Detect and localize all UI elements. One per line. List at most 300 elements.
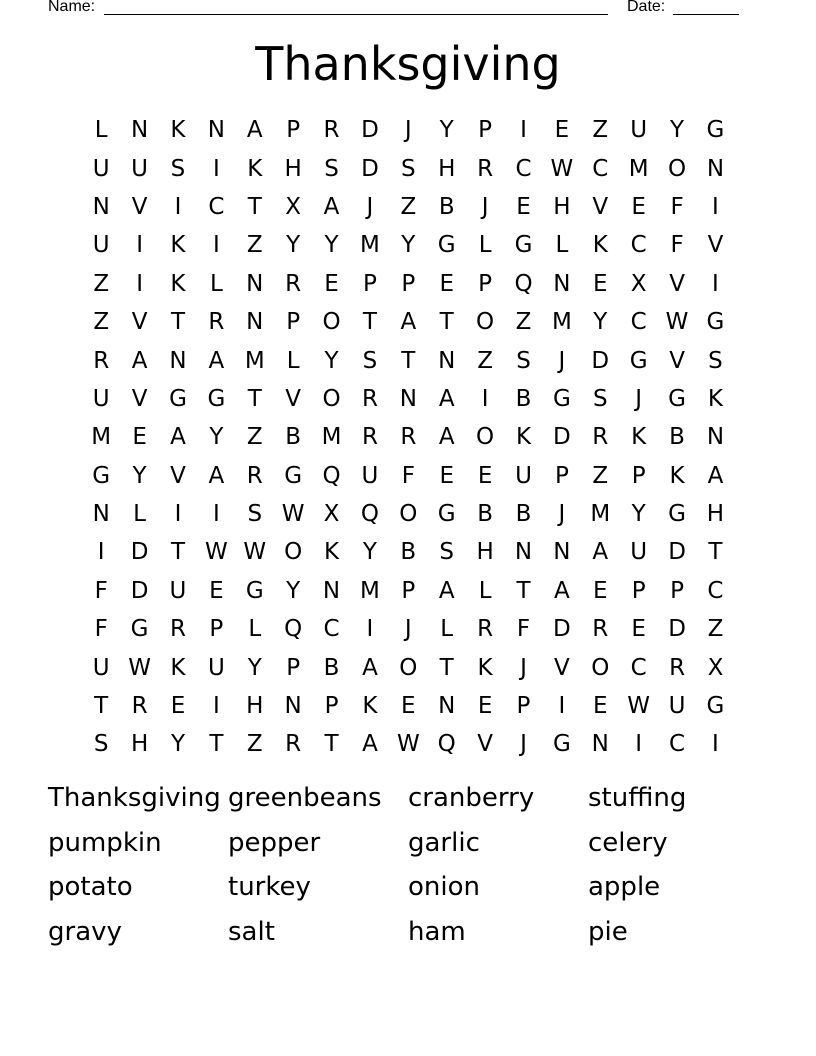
grid-cell[interactable]: O xyxy=(476,424,495,451)
grid-cell[interactable]: G xyxy=(706,309,725,336)
grid-cell[interactable]: E xyxy=(439,462,454,489)
grid-cell[interactable]: Z xyxy=(515,309,532,336)
grid-cell[interactable]: T xyxy=(708,539,723,566)
grid-cell[interactable]: B xyxy=(285,424,302,451)
grid-cell[interactable]: P xyxy=(286,309,301,336)
grid-cell[interactable]: A xyxy=(592,539,609,566)
grid-cell[interactable]: U xyxy=(668,693,686,720)
grid-cell[interactable]: R xyxy=(592,616,609,643)
grid-cell[interactable]: L xyxy=(286,347,300,374)
grid-cell[interactable]: D xyxy=(130,539,149,566)
grid-cell[interactable]: B xyxy=(477,501,493,528)
grid-cell[interactable]: O xyxy=(476,309,495,336)
grid-cell[interactable]: V xyxy=(592,193,609,220)
grid-cell[interactable]: U xyxy=(92,232,110,259)
grid-cell[interactable]: J xyxy=(481,193,489,220)
grid-cell[interactable]: L xyxy=(248,616,262,643)
grid-cell[interactable]: F xyxy=(516,616,531,643)
grid-cell[interactable]: O xyxy=(322,309,341,336)
grid-cell[interactable]: N xyxy=(92,501,110,528)
grid-cell[interactable]: P xyxy=(478,117,493,144)
grid-cell[interactable]: E xyxy=(554,117,570,144)
grid-cell[interactable]: W xyxy=(281,501,305,528)
grid-cell[interactable]: V xyxy=(554,654,570,681)
grid-cell[interactable]: A xyxy=(131,347,148,374)
grid-cell[interactable]: S xyxy=(516,347,531,374)
grid-cell[interactable]: N xyxy=(553,539,571,566)
grid-cell[interactable]: Z xyxy=(477,347,493,374)
date-label: Date: xyxy=(627,0,666,15)
grid-cell[interactable]: M xyxy=(321,424,342,451)
grid-cell[interactable]: G xyxy=(437,232,456,259)
grid-cell[interactable]: Y xyxy=(324,347,339,374)
grid-cell[interactable]: Q xyxy=(514,270,533,297)
grid-cell[interactable]: P xyxy=(286,117,301,144)
grid-cell[interactable]: H xyxy=(130,731,149,758)
grid-cell[interactable]: O xyxy=(668,155,687,182)
grid-cell[interactable]: N xyxy=(438,693,456,720)
grid-cell[interactable]: P xyxy=(516,693,531,720)
grid-cell[interactable]: B xyxy=(400,539,417,566)
grid-cell[interactable]: I xyxy=(712,731,719,758)
grid-cell[interactable]: Z xyxy=(400,193,417,220)
grid-cell[interactable]: V xyxy=(669,347,685,374)
grid-cell[interactable]: A xyxy=(208,347,225,374)
grid-cell[interactable]: M xyxy=(244,347,265,374)
grid-cell[interactable]: J xyxy=(404,117,412,144)
grid-cell[interactable]: T xyxy=(209,731,224,758)
grid-cell[interactable]: V xyxy=(707,232,724,259)
grid-cell[interactable]: R xyxy=(477,616,494,643)
grid-cell[interactable]: I xyxy=(558,693,566,720)
grid-cell[interactable]: K xyxy=(170,654,186,681)
grid-cell[interactable]: B xyxy=(515,501,532,528)
grid-cell[interactable]: F xyxy=(670,193,684,220)
grid-cell[interactable]: E xyxy=(170,693,186,720)
grid-cell[interactable]: K xyxy=(477,654,493,681)
grid-cell[interactable]: E xyxy=(593,577,608,604)
grid-cell[interactable]: E xyxy=(631,193,646,220)
grid-cell[interactable]: B xyxy=(323,654,340,681)
grid-cell[interactable]: P xyxy=(554,462,569,489)
grid-cell[interactable]: G xyxy=(130,616,149,643)
grid-cell[interactable]: Z xyxy=(246,424,263,451)
grid-cell[interactable]: C xyxy=(630,654,647,681)
grid-cell[interactable]: W xyxy=(665,309,689,336)
grid-cell[interactable]: O xyxy=(399,501,418,528)
grid-cell[interactable]: P xyxy=(286,654,301,681)
grid-cell[interactable]: C xyxy=(669,731,686,758)
grid-cell[interactable]: M xyxy=(628,155,649,182)
grid-cell[interactable]: D xyxy=(553,616,571,643)
grid-cell[interactable]: X xyxy=(285,193,302,220)
grid-cell[interactable]: M xyxy=(91,424,112,451)
grid-cell[interactable]: W xyxy=(128,654,151,681)
word-list-item: apple xyxy=(588,872,661,902)
grid-cell[interactable]: W xyxy=(243,539,267,566)
grid-cell[interactable]: N xyxy=(706,155,725,182)
grid-cell[interactable]: E xyxy=(516,193,531,220)
grid-cell[interactable]: U xyxy=(92,654,110,681)
grid-cell[interactable]: N xyxy=(246,309,264,336)
grid-cell[interactable]: N xyxy=(169,347,187,374)
grid-cell[interactable]: A xyxy=(554,577,570,604)
grid-cell[interactable]: N xyxy=(553,270,571,297)
grid-cell[interactable]: P xyxy=(631,577,646,604)
grid-cell[interactable]: D xyxy=(130,577,149,604)
grid-cell[interactable]: Q xyxy=(360,501,379,528)
grid-cell[interactable]: G xyxy=(437,501,456,528)
grid-cell[interactable]: I xyxy=(712,270,719,297)
grid-cell[interactable]: R xyxy=(285,270,302,297)
grid-cell[interactable]: T xyxy=(247,385,262,412)
grid-cell[interactable]: C xyxy=(208,193,225,220)
grid-cell[interactable]: N xyxy=(591,731,609,758)
grid-cell[interactable]: N xyxy=(438,347,456,374)
grid-cell[interactable]: T xyxy=(247,193,262,220)
grid-cell[interactable]: I xyxy=(174,193,182,220)
grid-cell[interactable]: V xyxy=(131,309,148,336)
grid-cell[interactable]: Z xyxy=(592,462,609,489)
grid-cell[interactable]: N xyxy=(207,117,225,144)
word-list-item: gravy xyxy=(48,916,122,947)
grid-cell[interactable]: T xyxy=(401,347,416,374)
grid-cell[interactable]: E xyxy=(132,424,147,451)
grid-cell[interactable]: G xyxy=(706,117,725,144)
grid-cell[interactable]: E xyxy=(593,693,608,720)
grid-cell[interactable]: B xyxy=(669,424,685,451)
grid-cell[interactable]: Y xyxy=(362,539,377,566)
grid-cell[interactable]: G xyxy=(552,385,571,412)
grid-cell[interactable]: Y xyxy=(324,232,339,259)
grid-cell[interactable]: P xyxy=(478,270,493,297)
grid-cell[interactable]: T xyxy=(170,309,185,336)
grid-cell[interactable]: I xyxy=(212,155,220,182)
grid-cell[interactable]: G xyxy=(284,462,303,489)
grid-cell[interactable]: D xyxy=(553,424,571,451)
grid-cell[interactable]: U xyxy=(92,155,110,182)
grid-cell[interactable]: I xyxy=(635,731,643,758)
grid-cell[interactable]: C xyxy=(323,616,340,643)
grid-cell[interactable]: J xyxy=(366,193,374,220)
grid-cell[interactable]: E xyxy=(209,577,224,604)
grid-cell[interactable]: G xyxy=(207,385,226,412)
grid-cell[interactable]: H xyxy=(476,539,494,566)
grid-cell[interactable]: K xyxy=(362,693,378,720)
grid-cell[interactable]: E xyxy=(477,693,493,720)
grid-cell[interactable]: Z xyxy=(246,731,263,758)
grid-cell[interactable]: R xyxy=(285,731,302,758)
grid-cell[interactable]: U xyxy=(630,117,648,144)
grid-cell[interactable]: K xyxy=(323,539,340,566)
grid-cell[interactable]: N xyxy=(284,693,302,720)
grid-cell[interactable]: U xyxy=(207,654,225,681)
grid-cell[interactable]: J xyxy=(404,616,412,643)
grid-cell[interactable]: R xyxy=(169,616,186,643)
grid-cell[interactable]: U xyxy=(630,539,648,566)
grid-cell[interactable]: K xyxy=(631,424,647,451)
grid-cell[interactable]: J xyxy=(558,501,566,528)
grid-cell[interactable]: Y xyxy=(209,424,224,451)
grid-cell[interactable]: W xyxy=(204,539,228,566)
grid-cell[interactable]: F xyxy=(401,462,415,489)
grid-cell[interactable]: G xyxy=(169,385,187,412)
grid-cell[interactable]: P xyxy=(631,462,646,489)
grid-cell[interactable]: P xyxy=(670,577,684,604)
grid-cell[interactable]: D xyxy=(361,117,379,144)
grid-cell[interactable]: C xyxy=(630,232,647,259)
grid-cell[interactable]: A xyxy=(400,309,417,336)
grid-cell[interactable]: Z xyxy=(592,117,609,144)
grid-cell[interactable]: B xyxy=(515,385,532,412)
grid-cell[interactable]: G xyxy=(629,347,648,374)
grid-cell[interactable]: F xyxy=(670,232,684,259)
grid-cell[interactable]: V xyxy=(131,385,148,412)
page-title: Thanksgiving xyxy=(255,37,561,91)
grid-cell[interactable]: B xyxy=(438,193,455,220)
grid-cell[interactable]: S xyxy=(439,539,455,566)
grid-cell[interactable]: L xyxy=(478,577,492,604)
grid-cell[interactable]: I xyxy=(366,616,374,643)
grid-cell[interactable]: A xyxy=(208,462,225,489)
grid-cell[interactable]: H xyxy=(438,155,456,182)
grid-cell[interactable]: U xyxy=(92,385,110,412)
grid-cell[interactable]: W xyxy=(396,731,420,758)
grid-cell[interactable]: L xyxy=(94,117,108,144)
grid-cell[interactable]: L xyxy=(133,501,146,528)
grid-cell[interactable]: W xyxy=(550,155,574,182)
grid-cell[interactable]: Y xyxy=(286,232,301,259)
grid-cell[interactable]: U xyxy=(169,577,187,604)
grid-cell[interactable]: K xyxy=(170,232,186,259)
grid-cell[interactable]: T xyxy=(362,309,377,336)
grid-cell[interactable]: K xyxy=(515,424,532,451)
grid-cell[interactable]: S xyxy=(592,385,608,412)
grid-cell[interactable]: S xyxy=(170,155,186,182)
grid-cell[interactable]: F xyxy=(94,577,108,604)
grid-cell[interactable]: D xyxy=(361,155,379,182)
grid-cell[interactable]: N xyxy=(246,270,264,297)
word-list-item: pepper xyxy=(228,827,321,858)
grid-cell[interactable]: A xyxy=(438,385,455,412)
grid-cell[interactable]: A xyxy=(170,424,186,451)
grid-cell[interactable]: C xyxy=(707,577,724,604)
grid-cell[interactable]: A xyxy=(246,117,263,144)
grid-cell[interactable]: Z xyxy=(93,270,110,297)
grid-cell[interactable]: C xyxy=(515,155,532,182)
grid-cell[interactable]: O xyxy=(322,385,341,412)
grid-cell[interactable]: Z xyxy=(246,232,263,259)
grid-cell[interactable]: P xyxy=(324,693,339,720)
grid-cell[interactable]: H xyxy=(284,155,302,182)
grid-cell[interactable]: A xyxy=(438,424,455,451)
grid-cell[interactable]: N xyxy=(399,385,417,412)
grid-cell[interactable]: X xyxy=(323,501,340,528)
grid-cell[interactable]: Y xyxy=(247,654,262,681)
grid-cell[interactable]: K xyxy=(170,117,186,144)
grid-cell[interactable]: L xyxy=(555,232,569,259)
grid-cell[interactable]: V xyxy=(170,462,186,489)
grid-cell[interactable]: T xyxy=(170,539,185,566)
grid-cell[interactable]: I xyxy=(481,385,489,412)
grid-cell[interactable]: Q xyxy=(437,731,456,758)
word-list-item: Thanksgiving xyxy=(48,783,221,813)
grid-cell[interactable]: A xyxy=(438,577,455,604)
date-blank-line[interactable] xyxy=(673,14,739,15)
word-list-item: pumpkin xyxy=(48,827,162,858)
grid-cell[interactable]: X xyxy=(707,654,724,681)
grid-cell[interactable]: A xyxy=(707,462,724,489)
grid-cell[interactable]: P xyxy=(401,577,416,604)
grid-cell[interactable]: T xyxy=(439,309,454,336)
grid-cell[interactable]: A xyxy=(323,193,340,220)
grid-cell[interactable]: E xyxy=(324,270,339,297)
grid-cell[interactable]: S xyxy=(324,155,339,182)
grid-cell[interactable]: N xyxy=(322,577,341,604)
grid-cell[interactable]: I xyxy=(212,501,220,528)
grid-cell[interactable]: S xyxy=(247,501,263,528)
grid-cell[interactable]: U xyxy=(131,155,148,182)
grid-cell[interactable]: T xyxy=(516,577,531,604)
grid-cell[interactable]: K xyxy=(247,155,263,182)
grid-cell[interactable]: O xyxy=(399,654,418,681)
grid-cell[interactable]: V xyxy=(477,731,493,758)
grid-cell[interactable]: G xyxy=(245,577,264,604)
grid-cell[interactable]: G xyxy=(92,462,111,489)
grid-cell[interactable]: J xyxy=(520,654,527,681)
grid-cell[interactable]: G xyxy=(514,232,533,259)
grid-cell[interactable]: R xyxy=(592,424,609,451)
grid-cell[interactable]: V xyxy=(131,193,148,220)
grid-cell[interactable]: A xyxy=(362,654,378,681)
grid-cell[interactable]: T xyxy=(324,731,339,758)
grid-cell[interactable]: S xyxy=(362,347,378,374)
grid-cell[interactable]: R xyxy=(669,654,686,681)
grid-cell[interactable]: I xyxy=(712,193,719,220)
grid-cell[interactable]: T xyxy=(439,654,454,681)
grid-cell[interactable]: G xyxy=(552,731,571,758)
grid-cell[interactable]: M xyxy=(551,309,572,336)
grid-cell[interactable]: Q xyxy=(322,462,341,489)
grid-cell[interactable]: K xyxy=(170,270,186,297)
grid-cell[interactable]: I xyxy=(174,501,182,528)
word-list-item: ham xyxy=(408,916,466,947)
grid-cell[interactable]: E xyxy=(401,693,416,720)
grid-cell[interactable]: O xyxy=(284,539,303,566)
grid-cell[interactable]: A xyxy=(362,731,378,758)
grid-cell[interactable]: R xyxy=(477,155,494,182)
grid-cell[interactable]: R xyxy=(323,117,340,144)
grid-cell[interactable]: Q xyxy=(284,616,303,643)
grid-cell[interactable]: H xyxy=(246,693,264,720)
grid-cell[interactable]: I xyxy=(136,270,143,297)
grid-cell[interactable]: L xyxy=(478,232,492,259)
grid-cell[interactable]: N xyxy=(514,539,533,566)
grid-cell[interactable]: I xyxy=(97,539,105,566)
grid-cell[interactable]: G xyxy=(668,501,686,528)
grid-cell[interactable]: L xyxy=(440,616,454,643)
grid-cell[interactable]: D xyxy=(668,616,686,643)
grid-cell[interactable]: Y xyxy=(286,577,301,604)
grid-cell[interactable]: Y xyxy=(132,462,147,489)
grid-cell[interactable]: Y xyxy=(631,501,646,528)
grid-cell[interactable]: R xyxy=(361,385,378,412)
word-list-item: stuffing xyxy=(588,783,687,813)
grid-cell[interactable]: I xyxy=(520,117,527,144)
grid-cell[interactable]: O xyxy=(591,654,610,681)
grid-cell[interactable]: F xyxy=(94,616,108,643)
grid-cell[interactable]: Y xyxy=(170,731,185,758)
grid-cell[interactable]: K xyxy=(707,385,723,412)
grid-cell[interactable]: R xyxy=(131,693,148,720)
grid-cell[interactable]: J xyxy=(635,385,643,412)
grid-cell[interactable]: T xyxy=(94,693,109,720)
grid-cell[interactable]: D xyxy=(591,347,610,374)
grid-cell[interactable]: K xyxy=(669,462,685,489)
grid-cell[interactable]: E xyxy=(439,270,454,297)
grid-cell[interactable]: M xyxy=(590,501,611,528)
grid-cell[interactable]: J xyxy=(558,347,566,374)
grid-cell[interactable]: I xyxy=(212,693,220,720)
grid-cell[interactable]: N xyxy=(92,193,110,220)
grid-cell[interactable]: P xyxy=(209,616,224,643)
grid-cell[interactable]: C xyxy=(630,309,647,336)
grid-cell[interactable]: R xyxy=(361,424,378,451)
grid-cell[interactable]: Y xyxy=(439,117,454,144)
grid-cell[interactable]: L xyxy=(209,270,223,297)
grid-cell[interactable]: E xyxy=(593,270,608,297)
grid-cell[interactable]: E xyxy=(631,616,646,643)
grid-cell[interactable]: P xyxy=(362,270,377,297)
grid-cell[interactable]: R xyxy=(208,309,225,336)
grid-cell[interactable]: D xyxy=(668,539,686,566)
grid-cell[interactable]: S xyxy=(401,155,416,182)
grid-cell[interactable]: R xyxy=(93,347,110,374)
grid-cell[interactable]: R xyxy=(246,462,263,489)
grid-cell[interactable]: R xyxy=(400,424,417,451)
grid-cell[interactable]: Y xyxy=(593,309,608,336)
grid-cell[interactable]: V xyxy=(285,385,302,412)
grid-cell[interactable]: P xyxy=(401,270,416,297)
grid-cell[interactable]: V xyxy=(669,270,685,297)
grid-cell[interactable]: S xyxy=(708,347,723,374)
grid-cell[interactable]: Z xyxy=(707,616,724,643)
name-blank-line[interactable] xyxy=(104,14,608,15)
grid-cell[interactable]: S xyxy=(93,731,109,758)
grid-cell[interactable]: Z xyxy=(93,309,110,336)
grid-cell[interactable]: G xyxy=(706,693,725,720)
grid-cell[interactable]: G xyxy=(668,385,686,412)
grid-cell[interactable]: U xyxy=(361,462,379,489)
grid-cell[interactable]: Y xyxy=(670,117,685,144)
grid-cell[interactable]: N xyxy=(706,424,725,451)
grid-cell[interactable]: H xyxy=(553,193,571,220)
grid-cell[interactable]: E xyxy=(477,462,493,489)
grid-cell[interactable]: J xyxy=(520,731,527,758)
grid-cell[interactable]: M xyxy=(360,577,380,604)
grid-cell[interactable]: U xyxy=(515,462,532,489)
grid-cell[interactable]: H xyxy=(706,501,725,528)
grid-cell[interactable]: M xyxy=(360,232,380,259)
grid-cell[interactable]: X xyxy=(630,270,647,297)
grid-cell[interactable]: I xyxy=(136,232,143,259)
grid-cell[interactable]: I xyxy=(212,232,220,259)
grid-cell[interactable]: K xyxy=(592,232,608,259)
grid-cell[interactable]: N xyxy=(130,117,149,144)
grid-cell[interactable]: W xyxy=(627,693,651,720)
grid-cell[interactable]: C xyxy=(592,155,609,182)
grid-cell[interactable]: Y xyxy=(401,232,416,259)
